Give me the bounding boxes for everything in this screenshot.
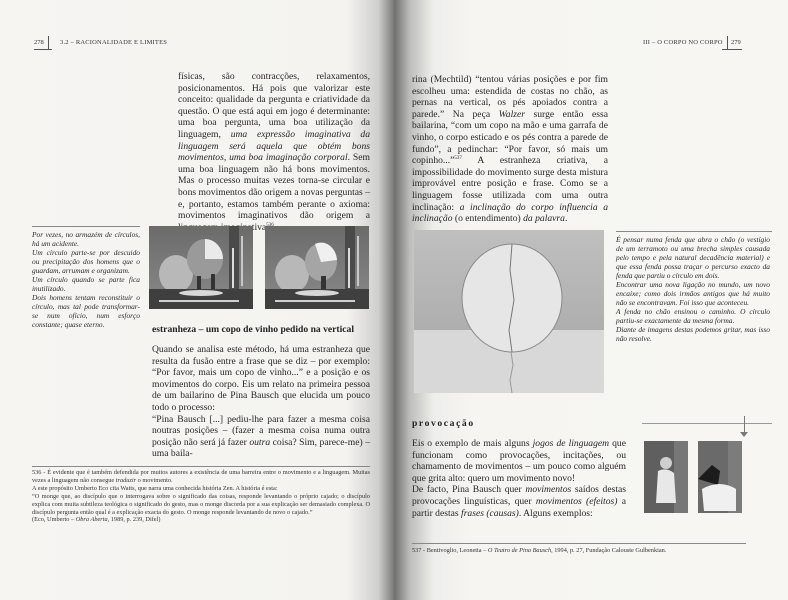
text: Quando se analisa este método, há uma estranheza que resulta da fusão entre a frase que se diz – por exemplo: “Por favor, mais um copo de vinho...” e a posição e os movimentos do corpo. Eis um relato na primeira pessoa de um bailarino de Pina Bausch que elucida um pouco todo o processo: [152, 344, 370, 413]
page-number: 278 [34, 39, 44, 46]
text: coisa? Sim, parece-me) – uma baila- [152, 436, 370, 460]
footnote-rule [412, 543, 746, 544]
italic-text: traduzir [115, 476, 137, 484]
body-paragraph-main [412, 438, 626, 519]
margin-note-line: Um círculo parte-se por descuido ou precipitação dos homens que o guardam, arrumam e organizam. [32, 248, 140, 275]
stage-photo-circles-1 [149, 226, 253, 309]
body-paragraph-top [178, 71, 370, 233]
margin-note-line: Um círculo quando se parte fica inutilizado. [32, 275, 140, 293]
page-number-tick [727, 36, 728, 50]
page-number-tick [34, 49, 52, 50]
text: 536 - É evidente que é também defendida por muitos autores a existência de uma barreira entre o movimento e a linguagem. Muitas vezes a linguagem não consegue [32, 469, 370, 484]
right-page [394, 0, 788, 600]
margin-note [616, 235, 770, 343]
margin-note-rule [32, 226, 140, 227]
text: surge então essa bailarina, “com um copo na mão e uma garrafa de vinho, o corpo esticado e os pés contra a parede de fundo”, a pedinchar: “Por favor, só mais um copinho...” [412, 108, 608, 167]
page-number-tick [722, 49, 742, 50]
text: , 1989, p. 239, Difel) [107, 516, 161, 524]
text: A estranheza criativa, a impossibilidade do movimento surge desta mistura improvável entre posição e frase. Como se a linguagem fosse utilizada com uma outra inclinação: [412, 155, 608, 213]
text: A este propósito Umberto Eco cita Watts, que narra uma conhecida história Zen. A história é esta: [32, 484, 278, 492]
italic-text: jogos de linguagem [532, 438, 610, 449]
text: que funcionam como provocações, incitações, ou chamamento de movimentos – um pouco como alguém que grita alto: quero um movimento novo! [412, 438, 626, 484]
margin-note-rule [616, 231, 772, 232]
text: saídos destas provocações linguísticas, quer [412, 484, 626, 507]
footnote-rule [32, 466, 370, 467]
text: . Sem uma boa linguagem não há bons movimentos. Mas o processo muitas vezes torna-se circular e bons movimentos dão origem a novas perguntas – e, portanto, estamos também perante o axioma: movimentos imaginativos dão origem a [178, 152, 370, 222]
italic-text: O Teatro de Pina Bausch [487, 547, 552, 554]
italic-text: outra [249, 436, 271, 448]
text: . [564, 213, 568, 225]
dancer-photo-1 [644, 441, 688, 513]
margin-note-line: Dois homens tentam reconstituir o círculo, mas tal pode transformar-se num ofício, num esforço constante; quase eterno. [32, 293, 140, 329]
running-head: 3.2 – RACIONALIDADE E LIMITES [60, 39, 168, 46]
down-arrow-icon [740, 432, 748, 437]
section-heading: provocação [412, 418, 475, 429]
text: . Alguns exemplos: [518, 507, 593, 519]
italic-text: da palavra [523, 213, 565, 225]
text: De facto, Pina Bausch quer [412, 484, 526, 496]
margin-note-line: Encontrar uma nova ligação no mundo, um novo encaixe; como dois irmãos antigos que há muito não se encontravam. Foi isso que aconteceu. [616, 280, 770, 307]
footnote-ref[interactable]: 537 [454, 155, 462, 161]
footnote-537 [412, 547, 752, 555]
italic-text: a inclinação do corpo influencia a inclinação [412, 201, 608, 225]
margin-note-line: Por vezes, no armazém de círculos, há um acidente. [32, 230, 140, 248]
page-number: 279 [731, 39, 741, 46]
text: “Pina Bausch [...] pediu-lhe para fazer a mesma coisa noutras posições – (fazer a mesma coisa numa outra posição não será já fazer [152, 413, 370, 448]
margin-note [32, 230, 140, 329]
text: , 1994, p. 27, Fundação Calouste Gulbenkian. [551, 547, 667, 554]
text: a partir destas [412, 495, 626, 519]
text: físicas, são contracções, relaxamentos, posicionamentos. Há pois que valorizar este conceito: qualidade da pergunta e criatividade da questão. O que está aqui em jogo é determinante: uma boa pergunta, uma boa utilização da linguagem, [178, 71, 370, 140]
italic-text: frases (causas) [461, 507, 519, 519]
margin-note-line: É pensar numa fenda que abra o chão (o vestígio de um terramoto ou uma brecha simples causada pelo tempo e pela natural decadência material) e que essa fenda possa traçar o percurso exacto da fenda que partiu o círculo em dois. [616, 235, 770, 280]
stage-photo-split-circle [414, 230, 604, 393]
italic-text: uma expressão imaginativa da linguagem será aquela que obtém bons movimentos, uma boa imaginação corporal [178, 128, 371, 164]
text: (o entendimento) [452, 213, 524, 225]
text: o movimento. [136, 476, 173, 484]
italic-text: movimentos (efeitos) [535, 495, 618, 507]
body-paragraph-top [412, 74, 608, 225]
arrow-line [642, 423, 772, 424]
italic-text: movimentos [525, 484, 572, 496]
text: “O monge que, ao discípulo que o interrogava sobre o significado das coisas, responde levantando o próprio cajado; o discípulo explica com muita subtileza teológica o significado do gesto, mas o monge discorda por a sua explicação ser demasiado complexa. O discípulo pergunta então qual é a explicação exacta do gesto. O monge responde levantando de novo o cajado.” [32, 492, 370, 516]
running-head: III – O CORPO NO CORPO [643, 39, 723, 46]
text: (Eco, Umberto – [32, 516, 76, 524]
body-paragraph-main [152, 344, 370, 460]
margin-note-line: A fenda no chão ensinou o caminho. O círculo partiu-se exactamente da mesma forma. [616, 307, 770, 325]
italic-text: Walzer [498, 108, 525, 120]
text: rina (Mechtild) “tentou várias posições e por fim escolheu uma: estendida de costas no chão, as pernas na vertical, os pés apoiados contra a parede.” Na peça [412, 74, 608, 120]
text: 537 - Bentivoglio, Leonetta – [412, 547, 488, 554]
footnote-536 [32, 469, 370, 524]
text: Eis o exemplo de mais alguns [412, 438, 533, 449]
margin-note-line: Diante de imagens destas podemos gritar, mas isso não resolve. [616, 325, 770, 343]
dancer-photo-2 [698, 441, 742, 513]
section-heading: estranheza – um copo de vinho pedido na vertical [152, 324, 355, 335]
stage-photo-circles-2 [265, 226, 369, 309]
page-number-tick [48, 36, 49, 50]
italic-text: Obra Aberta [75, 516, 108, 524]
